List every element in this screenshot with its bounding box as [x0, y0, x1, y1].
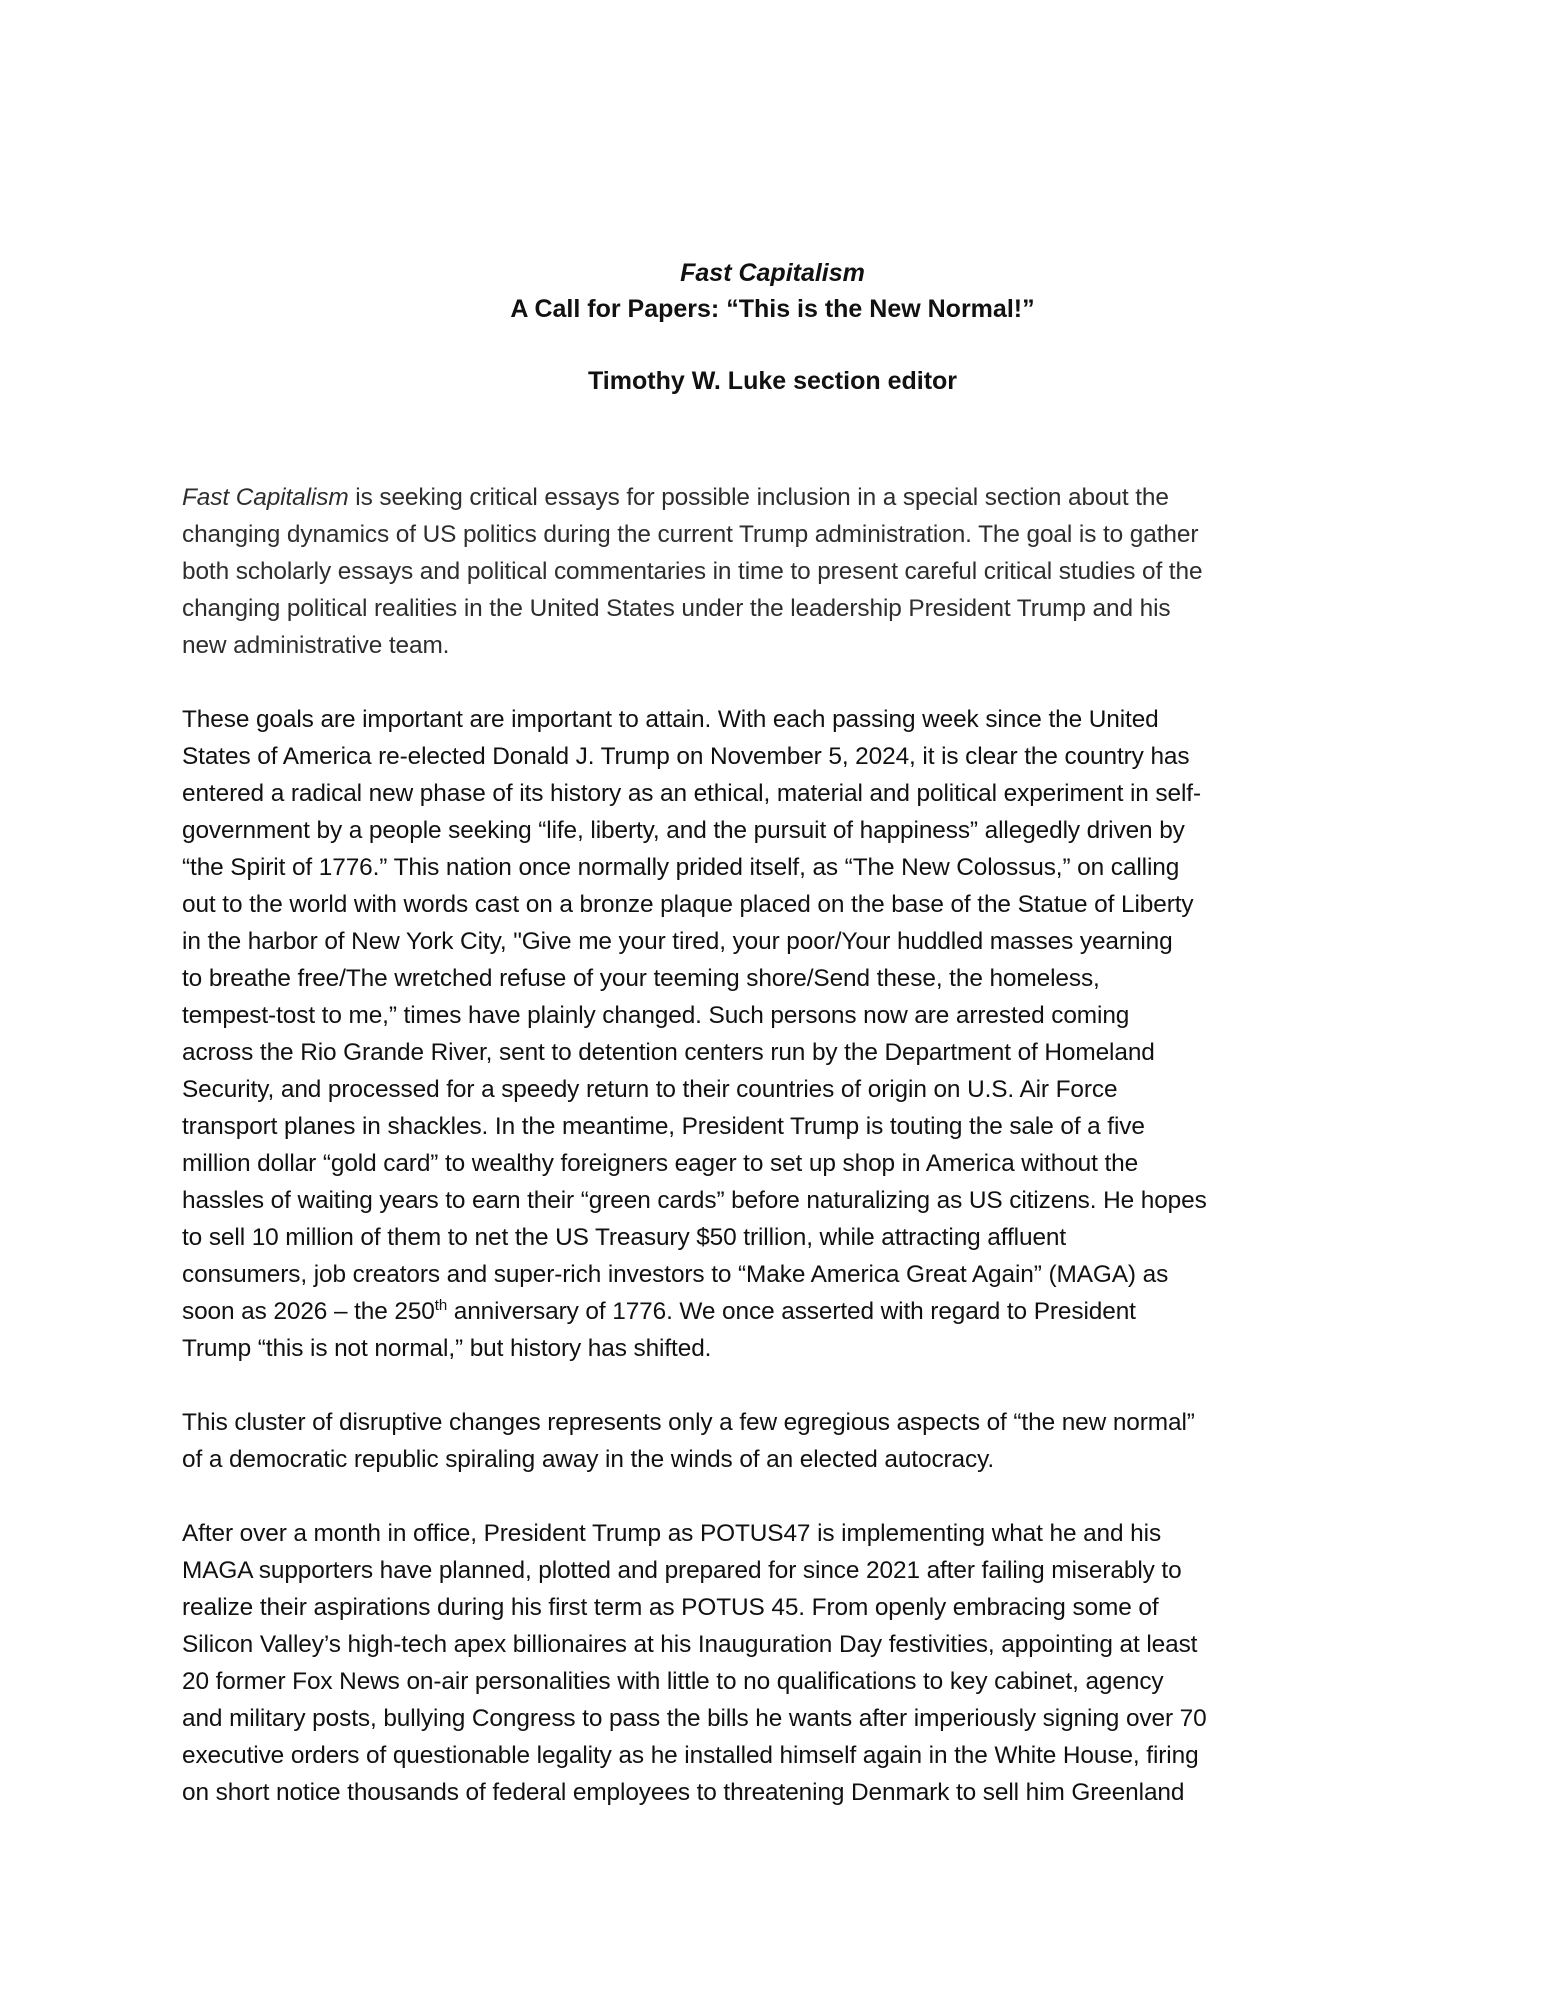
paragraph-line: executive orders of questionable legality as he installed himself again in the White House, firing [182, 1742, 1199, 1769]
document-body [182, 479, 1362, 1848]
paragraph-line: changing dynamics of US politics during the current Trump administration. The goal is to gather [182, 521, 1199, 548]
paragraph-line: States of America re-elected Donald J. Trump on November 5, 2024, it is clear the country has [182, 743, 1190, 770]
ordinal-superscript: th [434, 1297, 448, 1314]
paragraph-line: After over a month in office, President Trump as POTUS47 is implementing what he and his [182, 1520, 1162, 1547]
paragraph-line [182, 1293, 1362, 1330]
paragraph-intro [182, 479, 1362, 664]
paragraph-line: across the Rio Grande River, sent to detention centers run by the Department of Homeland [182, 1039, 1155, 1066]
paragraph-line: government by a people seeking “life, liberty, and the pursuit of happiness” allegedly driven by [182, 817, 1185, 844]
paragraph-line: and military posts, bullying Congress to pass the bills he wants after imperiously signing over 70 [182, 1705, 1207, 1732]
line-text: soon as 2026 – the 250 [182, 1298, 435, 1325]
line-text: is seeking critical essays for possible inclusion in a special section about the [348, 484, 1169, 511]
paragraph-line: These goals are important are important to attain. With each passing week since the United [182, 706, 1159, 733]
paragraph-line: This cluster of disruptive changes represents only a few egregious aspects of “the new normal” [182, 1409, 1195, 1436]
line-text: anniversary of 1776. We once asserted with regard to President [447, 1298, 1136, 1325]
paragraph-line [182, 479, 1362, 516]
paragraph-line: Silicon Valley’s high-tech apex billionaires at his Inauguration Day festivities, appointing at least [182, 1631, 1198, 1658]
paragraph-line: out to the world with words cast on a bronze plaque placed on the base of the Statue of Liberty [182, 891, 1194, 918]
paragraph-line: on short notice thousands of federal employees to threatening Denmark to sell him Greenland [182, 1779, 1185, 1806]
paragraph-line: hassles of waiting years to earn their “green cards” before naturalizing as US citizens. He hopes [182, 1187, 1207, 1214]
paragraph-line: Security, and processed for a speedy return to their countries of origin on U.S. Air Force [182, 1076, 1118, 1103]
paragraph-line: Trump “this is not normal,” but history has shifted. [182, 1335, 712, 1362]
paragraph-line: to breathe free/The wretched refuse of your teeming shore/Send these, the homeless, [182, 965, 1100, 992]
paragraph-line: realize their aspirations during his first term as POTUS 45. From openly embracing some of [182, 1594, 1159, 1621]
paragraph-line: entered a radical new phase of its history as an ethical, material and political experiment in self- [182, 780, 1202, 807]
paragraph-line: new administrative team. [182, 632, 450, 659]
paragraph-line: to sell 10 million of them to net the US Treasury $50 trillion, while attracting affluent [182, 1224, 1067, 1251]
paragraph-line: of a democratic republic spiraling away in the winds of an elected autocracy. [182, 1446, 995, 1473]
paragraph-line: million dollar “gold card” to wealthy foreigners eager to set up shop in America without the [182, 1150, 1139, 1177]
paragraph-line: “the Spirit of 1776.” This nation once normally prided itself, as “The New Colossus,” on calling [182, 854, 1180, 881]
paragraph-line: changing political realities in the United States under the leadership President Trump and his [182, 595, 1171, 622]
paragraph-line: both scholarly essays and political commentaries in time to present careful critical studies of the [182, 558, 1203, 585]
paragraph-line: MAGA supporters have planned, plotted and prepared for since 2021 after failing miserably to [182, 1557, 1182, 1584]
paragraph-new-normal [182, 1404, 1362, 1478]
call-for-papers-title: A Call for Papers: “This is the New Normal!” [510, 295, 1035, 323]
journal-name-italic: Fast Capitalism [182, 484, 349, 511]
paragraph-line: in the harbor of New York City, "Give me your tired, your poor/Your huddled masses yearning [182, 928, 1173, 955]
paragraph-line: 20 former Fox News on-air personalities with little to no qualifications to key cabinet, agency [182, 1668, 1164, 1695]
paragraph-line: transport planes in shackles. In the meantime, President Trump is touting the sale of a five [182, 1113, 1145, 1140]
paragraph-line: tempest-tost to me,” times have plainly changed. Such persons now are arrested coming [182, 1002, 1130, 1029]
paragraph-potus47 [182, 1515, 1362, 1811]
section-editor: Timothy W. Luke section editor [587, 367, 958, 395]
paragraph-line: consumers, job creators and super-rich investors to “Make America Great Again” (MAGA) as [182, 1261, 1169, 1288]
journal-title: Fast Capitalism [680, 259, 865, 287]
paragraph-goals [182, 701, 1362, 1367]
